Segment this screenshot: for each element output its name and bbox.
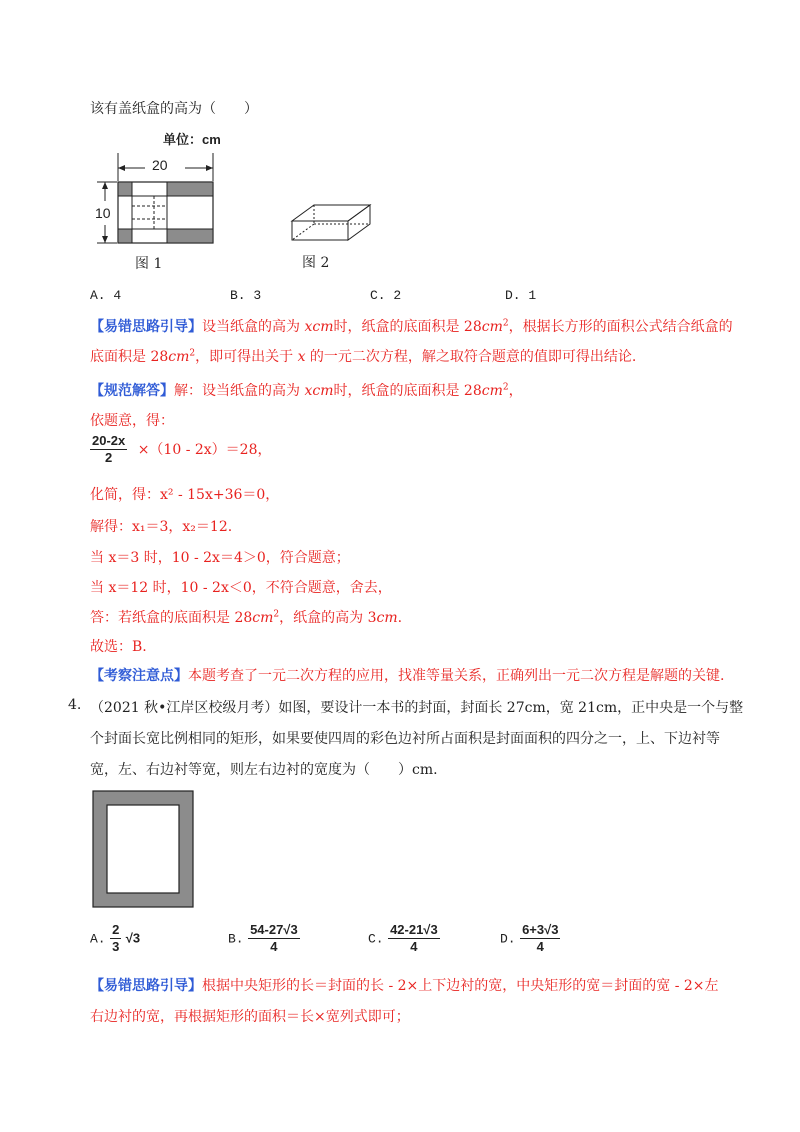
figure-2-caption: 图 2 — [302, 255, 330, 271]
q3-answer-line2: 依题意，得： — [90, 413, 174, 429]
q4-hint-line2: 右边衬的宽，再根据矩形的面积＝长×宽列式即可； — [90, 1009, 410, 1025]
figure-1-height-label: 10 — [95, 205, 111, 221]
q4-option-b[interactable]: B. $\frac{54-27√3}{4}$ — [228, 922, 298, 954]
q3-answer-equation: $\frac{20-2x}{2}$ ×（10 - 2x）＝28， — [92, 433, 272, 465]
q4-stem-line1: （2021 秋•江岸区校级月考）如图，要设计一本书的封面，封面长 27cm，宽 21cm，正中央是一个与整 — [90, 700, 744, 716]
q4-number: 4. — [68, 697, 82, 713]
q3-note-tag: 【考察注意点】 — [90, 668, 188, 684]
figure-1-unit: 单位：cm — [163, 132, 221, 147]
q3-answer-simplify: 化简，得：x² - 15x+36＝0， — [90, 487, 280, 503]
q3-answer-conclusion: 答：若纸盒的底面积是 $28cm^2$，纸盒的高为 3cm. — [90, 609, 403, 626]
q4-stem-line2: 个封面长宽比例相同的矩形，如果要使四周的彩色边衬所占面积是封面面积的四分之一，上、下边衬等 — [90, 731, 720, 747]
q3-note: 【考察注意点】本题考查了一元二次方程的应用，找准等量关系，正确列出一元二次方程是解题的关键. — [90, 668, 725, 684]
q3-answer-tag: 【规范解答】 — [90, 383, 174, 399]
q4-option-a[interactable]: A. $\frac{2}{3}$ √3 — [90, 922, 141, 954]
q4-hint-tag: 【易错思路引导】 — [90, 978, 202, 994]
q3-hint-tag: 【易错思路引导】 — [90, 319, 202, 335]
figure-1-width-label: 20 — [152, 157, 168, 173]
figure-2-drawing — [290, 195, 380, 245]
q3-equation-fraction: $\frac{20-2x}{2}$ — [92, 433, 126, 465]
figure-1-caption: 图 1 — [135, 256, 163, 272]
q3-option-b[interactable]: B. 3 — [230, 288, 262, 303]
q4-option-c[interactable]: C. $\frac{42-21√3}{4}$ — [368, 922, 438, 954]
q3-stem-tail: 该有盖纸盒的高为（ ） — [90, 101, 258, 117]
figure-1 — [95, 125, 235, 275]
q3-option-d[interactable]: D. 1 — [505, 288, 537, 303]
q3-option-a[interactable]: A. 4 — [90, 288, 122, 303]
q3-option-c[interactable]: C. 2 — [370, 288, 402, 303]
q4-hint-line1: 【易错思路引导】根据中央矩形的长＝封面的长 - 2×上下边衬的宽，中央矩形的宽＝封面的宽 - 2×左 — [90, 978, 719, 994]
q3-answer-case1: 当 x＝3 时，10 - 2x＝4＞0，符合题意； — [90, 550, 350, 566]
q4-option-d[interactable]: D. $\frac{6+3√3}{4}$ — [500, 922, 559, 954]
q3-hint-line2: 底面积是 $28cm^2$，即可得出关于 x 的一元二次方程，解之取符合题意的值即可得出结论. — [90, 348, 637, 365]
q3-answer-case2: 当 x＝12 时，10 - 2x＜0，不符合题意，舍去， — [90, 580, 392, 596]
q3-answer-choice: 故选：B. — [90, 639, 147, 655]
q3-answer-line1: 【规范解答】解：设当纸盒的高为 xcm时，纸盒的底面积是 $28cm^2$， — [90, 382, 523, 399]
q3-hint-line1: 【易错思路引导】设当纸盒的高为 xcm时，纸盒的底面积是 $28cm^2$，根据长方形的面积公式结合纸盒的 — [90, 318, 733, 335]
q4-stem-line3: 宽，左、右边衬等宽，则左右边衬的宽度为（ ）cm. — [90, 762, 438, 778]
figure-2 — [290, 195, 380, 275]
q4-cover-figure — [92, 790, 194, 908]
q3-answer-solve: 解得：x₁＝3，x₂＝12. — [90, 519, 233, 535]
